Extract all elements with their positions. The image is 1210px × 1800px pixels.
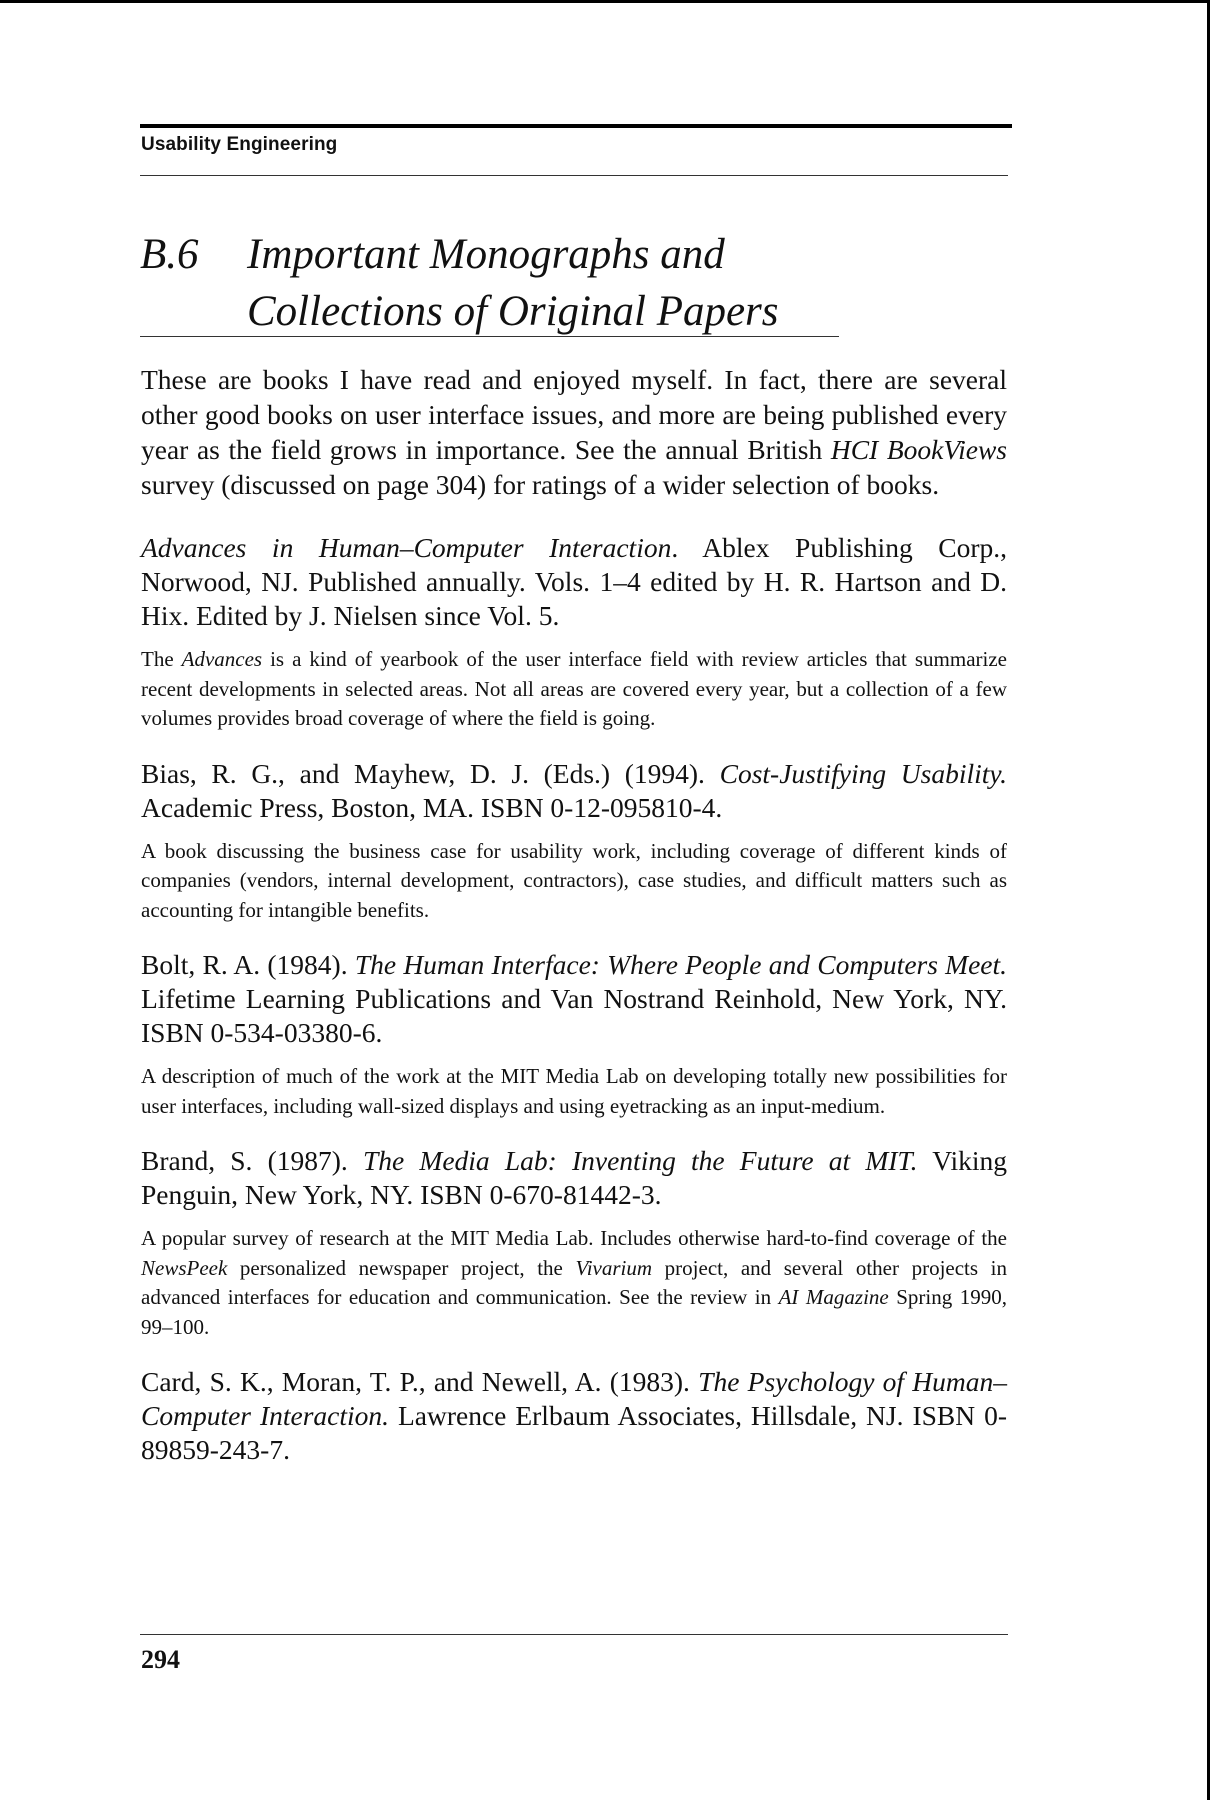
citation-title: Cost-Justifying Usability. [719, 757, 1007, 789]
section-number: B.6 [140, 231, 199, 278]
reference-annotation [141, 1224, 1007, 1342]
scan-top-border [0, 0, 1210, 3]
citation-title: The Media Lab: Inventing the Future at MIT. [362, 1145, 918, 1176]
citation-title: The Human Interface: Where People and Computers Meet. [354, 949, 1008, 980]
header-rule-thick [140, 124, 1012, 128]
intro-text-2: survey (discussed on page 304) for ratings of a wider selection of books. [141, 469, 940, 500]
reference-citation [141, 1365, 1007, 1467]
citation-lead: Brand, S. (1987). [141, 1145, 363, 1176]
citation-tail: . Ablex Publishing Corp., Norwood, NJ. Published annually. Vols. 1–4 edited by H. R. Hartson and D. Hix. Edited by J. Nielsen since Vol. 5. [141, 532, 1007, 631]
intro-text-1: These are books I have read and enjoyed myself. In fact, there are several other good books on user interface issues, and more are being published every year as the field grows in importance. See the annual British [141, 364, 1007, 465]
reference-entry [141, 531, 1007, 734]
reference-annotation [141, 837, 1007, 926]
citation-lead: Card, S. K., Moran, T. P., and Newell, A. (1983). [141, 1366, 699, 1397]
reference-entry [141, 1365, 1007, 1467]
reference-citation [141, 531, 1007, 633]
page-content [141, 362, 1007, 1479]
citation-title: Advances in Human–Computer Interaction [141, 532, 672, 563]
annotation-italic: Advances [181, 647, 263, 671]
page-number: 294 [141, 1645, 180, 1674]
annotation-text: The [141, 647, 182, 671]
reference-annotation [141, 645, 1007, 734]
reference-annotation [141, 1062, 1007, 1121]
section-title-line-1: Important Monographs and [247, 231, 725, 278]
citation-lead: Bolt, R. A. (1984). [141, 949, 355, 980]
annotation-text: A book discussing the business case for usability work, including coverage of different kinds of companies (vendors, internal development, contractors), case studies, and difficult matters such as accounting for intangible benefits. [141, 838, 1007, 922]
annotation-text: Spring 1990, 99–100. [141, 1285, 1007, 1339]
citation-title: The Psychology of Human–Computer Interaction. [141, 1366, 1007, 1431]
citation-tail: Viking Penguin, New York, NY. ISBN 0-670-81442-3. [141, 1145, 1007, 1210]
citation-lead: Bias, R. G., and Mayhew, D. J. (Eds.) (1994). [141, 757, 720, 789]
heading-rule [140, 336, 839, 337]
intro-paragraph [141, 362, 1007, 502]
annotation-text: A description of much of the work at the MIT Media Lab on developing totally new possibilities for user interfaces, including wall-sized displays and using eyetracking as an input-medium. [141, 1064, 1007, 1118]
citation-tail: Lawrence Erlbaum Associates, Hillsdale, NJ. ISBN 0-89859-243-7. [141, 1400, 1007, 1465]
reference-citation [141, 757, 1007, 825]
running-head: Usability Engineering [141, 134, 338, 155]
annotation-text: is a kind of yearbook of the user interface field with review articles that summarize recent developments in selected areas. Not all areas are covered every year, but a collection of a few volumes provides broad coverage of where the field is going. [141, 647, 1007, 730]
annotation-text: A popular survey of research at the MIT Media Lab. Includes otherwise hard-to-find coverage of the [141, 1226, 1007, 1250]
annotation-text: personalized newspaper project, the [227, 1255, 576, 1280]
section-title-line-2: Collections of Original Papers [247, 288, 779, 335]
footer-rule [140, 1634, 1008, 1635]
annotation-italic-newspeek: NewsPeek [141, 1255, 228, 1280]
reference-entry [141, 948, 1007, 1121]
citation-tail: Academic Press, Boston, MA. ISBN 0-12-095810-4. [141, 791, 723, 823]
citation-tail: Lifetime Learning Publications and Van Nostrand Reinhold, New York, NY. ISBN 0-534-03380-6. [141, 983, 1007, 1048]
reference-entry [141, 757, 1007, 926]
section-title [247, 226, 847, 340]
annotation-text: project, and several other projects in advanced interfaces for education and communication. See the review in [141, 1255, 1007, 1309]
reference-citation [141, 948, 1007, 1050]
annotation-italic-vivarium: Vivarium [575, 1255, 653, 1280]
reference-citation [141, 1144, 1007, 1212]
annotation-italic-ai-magazine: AI Magazine [778, 1285, 889, 1309]
intro-italic-hci-bookviews: HCI BookViews [830, 434, 1007, 465]
header-rule-thin [140, 175, 1008, 176]
reference-entry [141, 1144, 1007, 1342]
